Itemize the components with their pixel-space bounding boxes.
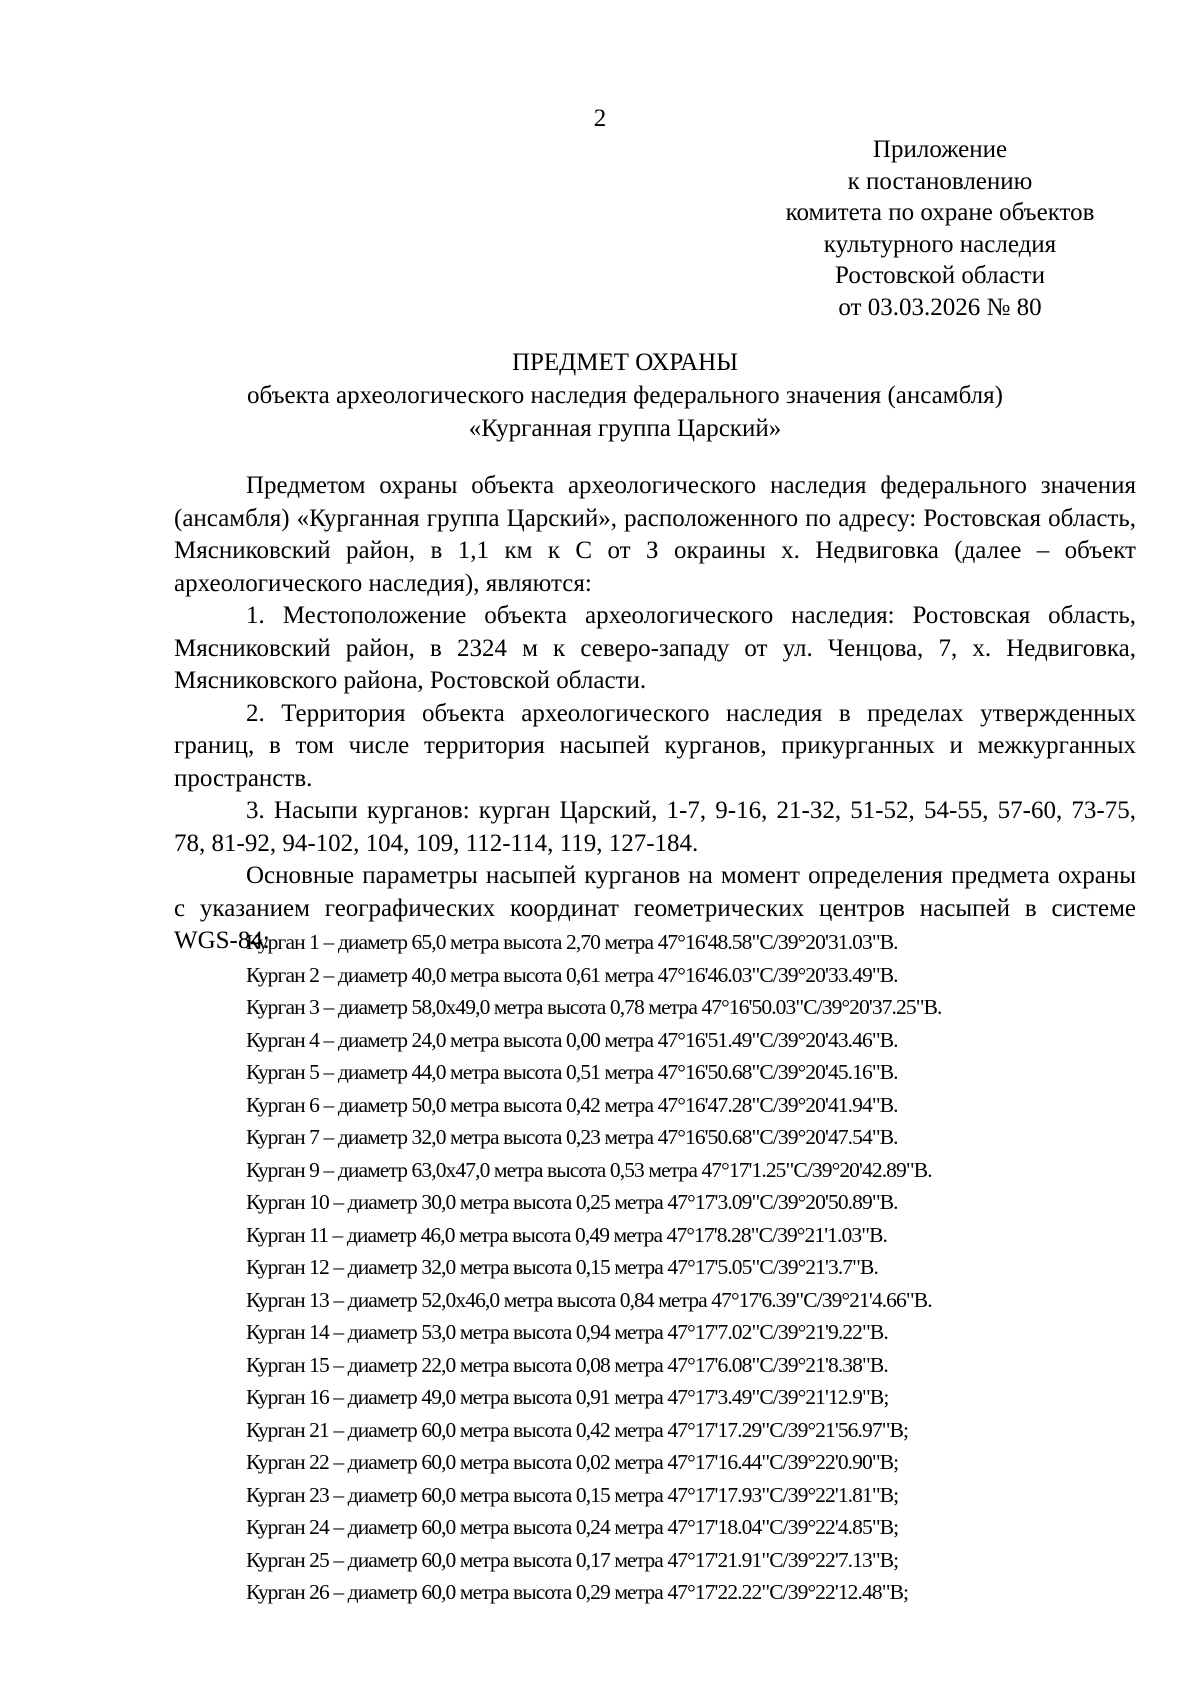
mound-list — [246, 926, 1146, 1609]
mound-entry: Курган 23 – диаметр 60,0 метра высота 0,15 метра 47°17'17.93"С/39°22'1.81"В; — [246, 1482, 899, 1507]
mound-entry: Курган 24 – диаметр 60,0 метра высота 0,24 метра 47°17'18.04"С/39°22'4.85"В; — [246, 1515, 899, 1539]
mound-entry: Курган 6 – диаметр 50,0 метра высота 0,42 метра 47°16'47.28"С/39°20'41.94"В. — [246, 1092, 898, 1117]
mound-entry: Курган 21 – диаметр 60,0 метра высота 0,42 метра 47°17'17.29"С/39°21'56.97"В; — [246, 1417, 909, 1442]
paragraph-parameters: Основные параметры насыпей курганов на момент определения предмета охраны с указанием географических координат геометрических центров насыпей в системе WGS-84: — [174, 862, 1136, 954]
mound-entry: Курган 13 – диаметр 52,0х46,0 метра высота 0,84 метра 47°17'6.39"С/39°21'4.66"В. — [246, 1287, 932, 1312]
mound-entry: Курган 1 – диаметр 65,0 метра высота 2,70 метра 47°16'48.58"С/39°20'31.03"В. — [246, 930, 898, 954]
mound-entry: Курган 16 – диаметр 49,0 метра высота 0,91 метра 47°17'3.49"С/39°21'12.9"В; — [246, 1385, 889, 1409]
appendix-header — [740, 134, 1140, 323]
paragraph-location: 1. Местоположение объекта археологического наследия: Ростовская область, Мясниковский район, в 2324 м к северо-западу от ул. Ченцова, 7, х. Недвиговка, Мясниковского района, Ростовской области. — [174, 602, 1136, 694]
mound-entry: Курган 2 – диаметр 40,0 метра высота 0,61 метра 47°16'46.03"С/39°20'33.49"В. — [246, 962, 898, 987]
mound-entry: Курган 11 – диаметр 46,0 метра высота 0,49 метра 47°17'8.28"С/39°21'1.03"В. — [246, 1222, 887, 1247]
title-subtitle: объекта археологического наследия федерального значения (ансамбля) — [247, 382, 1003, 409]
title-heading: ПРЕДМЕТ ОХРАНЫ — [511, 349, 739, 376]
title-object-name: «Курганная группа Царский» — [468, 415, 782, 442]
paragraph-territory: 2. Территория объекта археологического наследия в пределах утвержденных границ, в том числе территория насыпей курганов, прикурганных и межкурганных пространств. — [174, 699, 1136, 792]
mound-entry: Курган 3 – диаметр 58,0х49,0 метра высота 0,78 метра 47°16'50.03"С/39°20'37.25"В. — [246, 995, 942, 1019]
mound-entry: Курган 10 – диаметр 30,0 метра высота 0,25 метра 47°17'3.09"С/39°20'50.89"В. — [246, 1190, 898, 1214]
appendix-line: от 03.03.2026 № 80 — [838, 293, 1042, 321]
appendix-line: Ростовской области — [835, 262, 1045, 289]
appendix-line: комитета по охране объектов — [785, 199, 1095, 226]
mound-entry: Курган 14 – диаметр 53,0 метра высота 0,94 метра 47°17'7.02"С/39°21'9.22"В. — [246, 1320, 888, 1344]
appendix-line: Приложение — [872, 136, 1008, 163]
appendix-line: к постановлению — [847, 167, 1033, 195]
document-body — [174, 470, 1136, 958]
mound-entry: Курган 25 – диаметр 60,0 метра высота 0,17 метра 47°17'21.91"С/39°22'7.13"В; — [246, 1547, 899, 1572]
paragraph-mounds-list: 3. Насыпи курганов: курган Царский, 1-7, 9-16, 21-32, 51-52, 54-55, 57-60, 73-75, 78, 81-92, 94-102, 104, 109, 112-114, 119, 127-184. — [174, 797, 1136, 857]
mound-entry: Курган 7 – диаметр 32,0 метра высота 0,23 метра 47°16'50.68"С/39°20'47.54"В. — [246, 1125, 898, 1149]
mound-entry: Курган 22 – диаметр 60,0 метра высота 0,02 метра 47°17'16.44"С/39°22'0.90"В; — [246, 1450, 899, 1474]
mound-entry: Курган 5 – диаметр 44,0 метра высота 0,51 метра 47°16'50.68"С/39°20'45.16"В. — [246, 1060, 898, 1084]
appendix-line: культурного наследия — [823, 230, 1057, 258]
mound-entry: Курган 4 – диаметр 24,0 метра высота 0,00 метра 47°16'51.49"С/39°20'43.46"В. — [246, 1027, 898, 1052]
mound-entry: Курган 15 – диаметр 22,0 метра высота 0,08 метра 47°17'6.08"С/39°21'8.38"В. — [246, 1352, 888, 1377]
mound-entry: Курган 26 – диаметр 60,0 метра высота 0,29 метра 47°17'22.22"С/39°22'12.48"В; — [246, 1580, 909, 1604]
mound-entry: Курган 12 – диаметр 32,0 метра высота 0,15 метра 47°17'5.05"С/39°21'3.7"В. — [246, 1255, 878, 1279]
paragraph-intro: Предметом охраны объекта археологического наследия федерального значения (ансамбля) «Курганная группа Царский», расположенного по адресу: Ростовская область, Мясниковский район, в 1,1 км к С от З окраины х. Недвиговка (далее – объект археологического наследия), являются: — [174, 472, 1136, 597]
mound-entry: Курган 9 – диаметр 63,0х47,0 метра высота 0,53 метра 47°17'1.25"С/39°20'42.89"В. — [246, 1157, 932, 1182]
document-title — [150, 346, 1100, 445]
page-number: 2 — [593, 105, 607, 132]
